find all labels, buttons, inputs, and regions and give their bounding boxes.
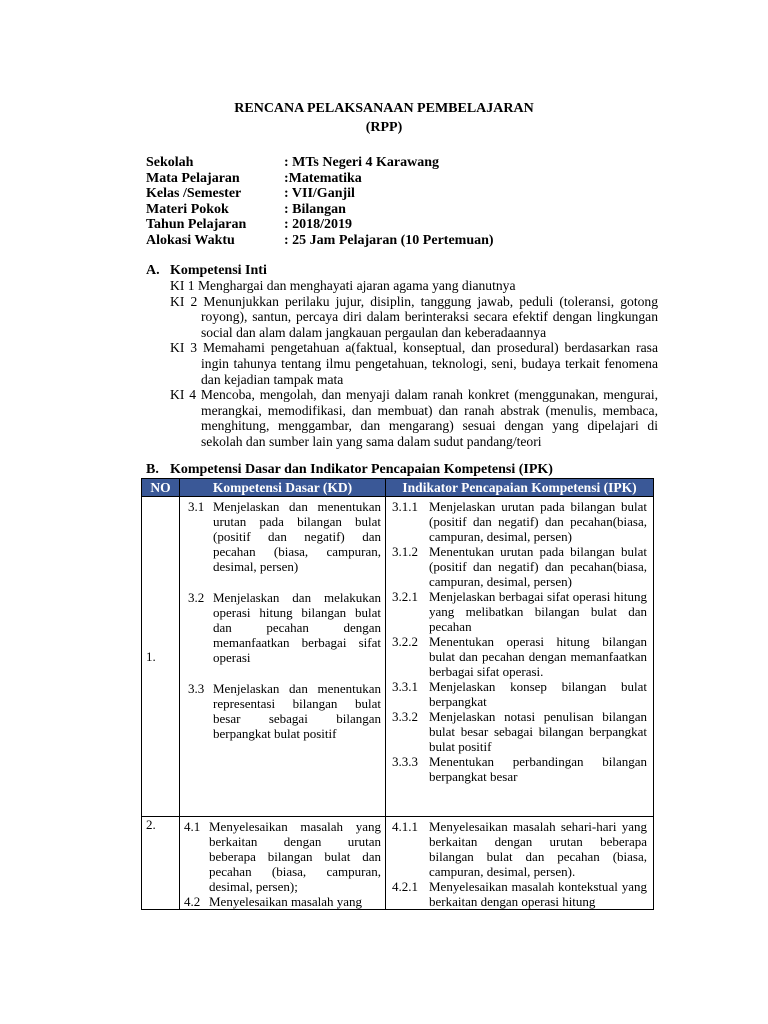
identity-label: Sekolah (146, 155, 194, 170)
core-competency-item: KI 2 Menunjukkan perilaku jujur, disiplin, tanggung jawab, peduli (toleransi, gotong royong), santun, percaya diri dalam berinteraksi secara efektif dengan lingkungan social dan alam dalam jangkauan pergaulan dan keberadaannya (170, 293, 658, 340)
ipk-cell (386, 817, 654, 910)
ipk-number: 3.1.1 (392, 499, 418, 514)
ipk-number: 4.2.1 (392, 879, 418, 894)
identity-row (146, 171, 494, 187)
ipk-number: 3.3.1 (392, 679, 418, 694)
ipk-text: Menyelesaikan masalah sehari-hari yang berkaitan dengan urutan beberapa bilangan bulat dan pecahan (biasa, campuran, desimal, persen). (429, 819, 647, 879)
table-row (142, 497, 654, 817)
table-row (142, 817, 654, 910)
core-competency-list (170, 278, 658, 450)
kd-text: Menjelaskan dan melakukan operasi hitung bilangan bulat dan pecahan dengan memanfaatkan berbagai sifat operasi (213, 590, 381, 665)
kd-text: Menyelesaikan masalah yang berkaitan dengan urutan beberapa bilangan bulat dan pecahan (biasa, campuran, desimal, persen); (209, 819, 381, 894)
row-number: 1. (142, 497, 180, 817)
row-number: 2. (142, 817, 180, 910)
ipk-item (392, 819, 647, 879)
identity-label: Alokasi Waktu (146, 232, 235, 248)
section-letter: A. (146, 263, 160, 278)
identity-value: : Bilangan (284, 201, 346, 217)
identity-row (146, 155, 494, 171)
kd-cell (180, 817, 386, 910)
identity-value: : VII/Ganjil (284, 186, 355, 201)
table-header-row (142, 479, 654, 497)
ipk-item (392, 754, 647, 784)
document-title: RENCANA PELAKSANAAN PEMBELAJARAN (234, 101, 534, 116)
identity-value: :Matematika (284, 170, 362, 186)
core-competency-item: KI 3 Memahami pengetahuan a(faktual, konseptual, dan prosedural) berdasarkan rasa ingin tahunya tentang ilmu pengetahuan, teknologi, seni, budaya terkait fenomena dan kejadian tampak mata (170, 340, 658, 387)
column-header-ipk: Indikator Pencapaian Kompetensi (IPK) (386, 479, 654, 497)
kd-item (184, 819, 381, 894)
ipk-item (392, 879, 647, 909)
identity-label: Materi Pokok (146, 201, 229, 217)
ipk-number: 3.2.1 (392, 589, 418, 604)
ipk-text: Menentukan perbandingan bilangan berpangkat besar (429, 754, 647, 784)
identity-value: : MTs Negeri 4 Karawang (284, 155, 440, 170)
ipk-number: 3.3.3 (392, 754, 418, 769)
ipk-item (392, 544, 647, 589)
kd-item (188, 681, 381, 741)
kd-text: Menjelaskan dan menentukan urutan pada bilangan bulat (positif dan negatif) dan pecahan (biasa, campuran, desimal, persen) (213, 499, 381, 574)
ipk-cell (386, 497, 654, 817)
core-competency-item: KI 1 Menghargai dan menghayati ajaran agama yang dianutnya (170, 278, 516, 293)
ipk-number: 3.1.2 (392, 544, 418, 559)
ipk-item (392, 589, 647, 634)
identity-block (146, 155, 494, 248)
ipk-number: 3.3.2 (392, 709, 418, 724)
document-subtitle: (RPP) (365, 120, 403, 135)
column-header-no: NO (142, 479, 180, 497)
section-title: Kompetensi Dasar dan Indikator Pencapaian Kompetensi (IPK) (170, 462, 553, 477)
kd-text: Menyelesaikan masalah yang (209, 894, 363, 909)
kd-item (188, 499, 381, 574)
kd-number: 4.1 (184, 819, 201, 834)
kd-number: 3.1 (188, 499, 205, 514)
ipk-text: Menjelaskan urutan pada bilangan bulat (positif dan negatif) dan pecahan(biasa, campuran, desimal, persen) (429, 499, 647, 544)
ipk-text: Menyelesaikan masalah kontekstual yang berkaitan dengan operasi hitung (429, 879, 647, 909)
ipk-item (392, 679, 647, 709)
kd-text: Menjelaskan dan menentukan representasi bilangan bulat besar sebagai bilangan berpangkat bulat positif (213, 681, 381, 741)
kd-number: 3.2 (188, 590, 205, 605)
core-competency-item: KI 4 Mencoba, mengolah, dan menyaji dalam ranah konkret (menggunakan, mengurai, merangkai, memodifikasi, dan membuat) dan ranah abstrak (menulis, membaca, menghitung, menggambar, dan mengarang) sesuai dengan yang dipelajari di sekolah dan sumber lain yang sama dalam sudut pandang/teori (170, 387, 658, 449)
ipk-number: 4.1.1 (392, 819, 418, 834)
section-b-heading (146, 462, 553, 478)
column-header-kd: Kompetensi Dasar (KD) (180, 479, 386, 497)
kd-item (188, 590, 381, 665)
ipk-text: Menentukan operasi hitung bilangan bulat dan pecahan dengan memanfaatkan berbagai sifat operasi. (429, 634, 647, 679)
section-letter: B. (146, 462, 159, 477)
kd-item (184, 894, 381, 909)
kd-number: 4.2 (184, 894, 201, 909)
ipk-item (392, 499, 647, 544)
ipk-number: 3.2.2 (392, 634, 418, 649)
ipk-text: Menentukan urutan pada bilangan bulat (positif dan negatif) dan pecahan(biasa, campuran, desimal, persen) (429, 544, 647, 589)
ipk-item (392, 709, 647, 754)
competency-table (141, 478, 654, 910)
identity-row (146, 233, 494, 249)
identity-label: Kelas /Semester (146, 186, 242, 201)
ipk-text: Menjelaskan berbagai sifat operasi hitung yang melibatkan bilangan bulat dan pecahan (429, 589, 647, 634)
section-title: Kompetensi Inti (170, 263, 267, 278)
section-a-heading (146, 263, 267, 279)
ipk-item (392, 634, 647, 679)
identity-value: : 2018/2019 (284, 217, 353, 232)
identity-label: Tahun Pelajaran (146, 217, 247, 232)
identity-value: : 25 Jam Pelajaran (10 Pertemuan) (284, 232, 494, 248)
kd-cell (180, 497, 386, 817)
identity-row (146, 186, 494, 202)
ipk-text: Menjelaskan konsep bilangan bulat berpangkat (429, 679, 647, 709)
kd-number: 3.3 (188, 681, 205, 696)
identity-label: Mata Pelajaran (146, 170, 240, 186)
identity-row (146, 217, 494, 233)
identity-row (146, 202, 494, 218)
ipk-text: Menjelaskan notasi penulisan bilangan bulat besar sebagai bilangan berpangkat bulat positif (429, 709, 647, 754)
